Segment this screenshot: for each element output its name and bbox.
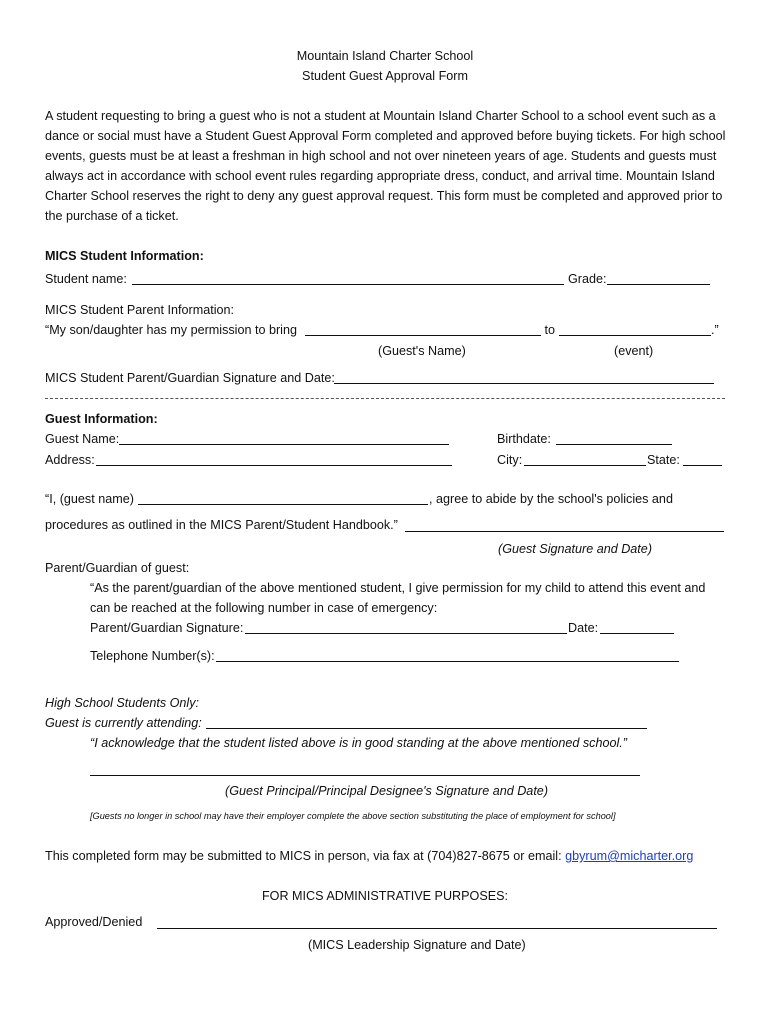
email-link[interactable]: gbyrum@micharter.org <box>565 849 694 863</box>
submit-instructions <box>45 848 693 864</box>
principal-signature-field[interactable] <box>90 775 640 776</box>
birthdate-label: Birthdate: <box>497 432 551 446</box>
parent-signature-field[interactable] <box>334 383 714 384</box>
student-name-field[interactable] <box>132 284 564 285</box>
state-field[interactable] <box>683 465 722 466</box>
student-name-label: Student name: <box>45 272 131 286</box>
agree-line-2: procedures as outlined in the MICS Parent/Student Handbook.” <box>45 518 398 532</box>
attending-school-field[interactable] <box>206 728 647 729</box>
parent-signature-label: MICS Student Parent/Guardian Signature and Date: <box>45 371 335 385</box>
guardian-statement-2: can be reached at the following number in case of emergency: <box>90 601 438 615</box>
agree-prefix: “I, (guest name) <box>45 492 138 506</box>
permission-to-word: to <box>541 323 559 337</box>
student-info-heading: MICS Student Information: <box>45 249 204 263</box>
permission-end: .” <box>711 323 719 337</box>
acknowledge-statement: “I acknowledge that the student listed above is in good standing at the above mentioned school.” <box>90 736 627 750</box>
guardian-signature-label: Parent/Guardian Signature: <box>90 621 244 635</box>
guest-agree-name-field[interactable] <box>138 504 428 505</box>
guest-name-caption: (Guest's Name) <box>378 344 466 358</box>
guest-signature-field[interactable] <box>405 531 724 532</box>
employer-note: [Guests no longer in school may have their employer complete the above section substituting the place of employment for school] <box>90 811 616 821</box>
guardian-date-label: Date: <box>568 621 599 635</box>
phone-label: Telephone Number(s): <box>90 649 215 663</box>
birthdate-field[interactable] <box>556 444 672 445</box>
permission-prefix: “My son/daughter has my permission to bring <box>45 323 301 337</box>
grade-label: Grade: <box>568 272 607 286</box>
guest-signature-caption: (Guest Signature and Date) <box>498 542 653 556</box>
guardian-heading: Parent/Guardian of guest: <box>45 561 190 575</box>
school-name: Mountain Island Charter School <box>296 49 474 63</box>
address-label: Address: <box>45 453 95 467</box>
submit-text: This completed form may be submitted to MICS in person, via fax at (704)827-8675 or email: <box>45 849 566 863</box>
event-caption: (event) <box>614 344 654 358</box>
attending-label: Guest is currently attending: <box>45 716 206 730</box>
phone-field[interactable] <box>216 661 679 662</box>
leadership-signature-field[interactable] <box>157 928 717 929</box>
event-field[interactable] <box>559 335 711 336</box>
state-label: State: <box>647 453 680 467</box>
city-field[interactable] <box>524 465 646 466</box>
guest-name-label: Guest Name: <box>45 432 120 446</box>
city-label: City: <box>497 453 523 467</box>
grade-field[interactable] <box>607 284 710 285</box>
guardian-date-field[interactable] <box>600 633 674 634</box>
principal-caption: (Guest Principal/Principal Designee's Signature and Date) <box>225 784 549 798</box>
approved-denied-label: Approved/Denied <box>45 915 143 929</box>
guest-info-heading: Guest Information: <box>45 412 158 426</box>
leadership-caption: (MICS Leadership Signature and Date) <box>308 938 526 952</box>
high-school-heading: High School Students Only: <box>45 696 200 710</box>
admin-heading: FOR MICS ADMINISTRATIVE PURPOSES: <box>261 889 509 903</box>
guardian-statement-1: “As the parent/guardian of the above mentioned student, I give permission for my child to attend this event and <box>90 581 706 595</box>
form-title: Student Guest Approval Form <box>302 69 468 83</box>
section-divider <box>45 398 725 399</box>
guest-name-permission-field[interactable] <box>305 335 541 336</box>
address-field[interactable] <box>96 465 452 466</box>
guest-name-field[interactable] <box>119 444 449 445</box>
intro-paragraph: A student requesting to bring a guest who is not a student at Mountain Island Charter School to a school event such as a dance or social must have a Student Guest Approval Form completed and approved before buying tickets. For high school events, guests must be at least a freshman in high school and not over nineteen years of age. Students and guests must always act in accordance with school event rules regarding appropriate dress, conduct, and arrival time. Mountain Island Charter School reserves the right to deny any guest approval request. This form must be completed and approved prior to the purchase of a ticket. <box>45 109 726 223</box>
guardian-signature-field[interactable] <box>245 633 567 634</box>
agree-suffix: , agree to abide by the school's policies and <box>429 492 673 506</box>
parent-info-heading: MICS Student Parent Information: <box>45 303 234 317</box>
